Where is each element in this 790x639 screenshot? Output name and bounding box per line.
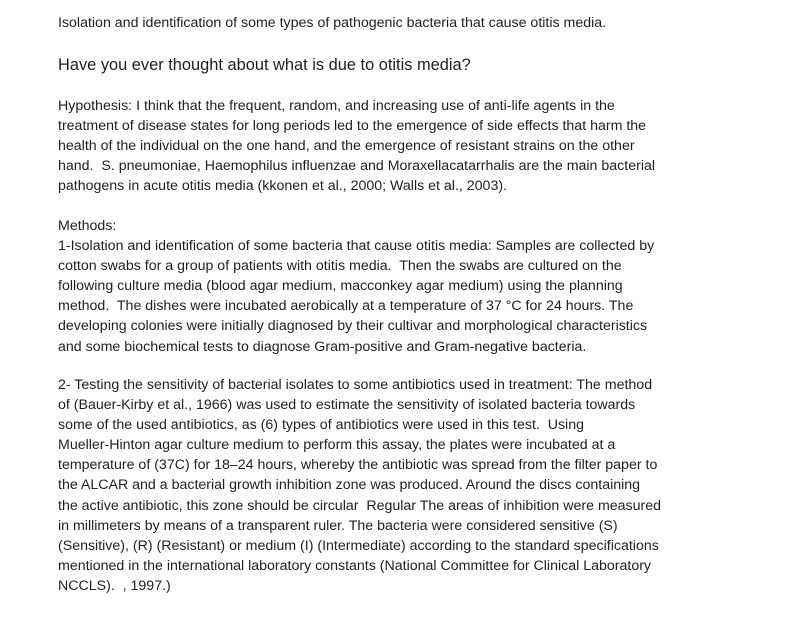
method2-line: temperature of (37C) for 18–24 hours, whereby the antibiotic was spread from the filter paper to: [58, 457, 658, 474]
hypothesis-line: hand. S. pneumoniae, Haemophilus influenzae and Moraxellacatarrhalis are the main bacterial: [58, 158, 656, 175]
method2-paragraph: [58, 375, 661, 596]
method2-line: mentioned in the international laboratory constants (National Committee for Clinical Laboratory: [58, 557, 652, 574]
method2-line: of (Bauer-Kirby et al., 1966) was used to estimate the sensitivity of isolated bacteria towards: [58, 397, 636, 414]
methods-line: 1-Isolation and identification of some bacteria that cause otitis media: Samples are collected by: [58, 238, 655, 255]
question-heading: Have you ever thought about what is due to otitis media?: [58, 56, 471, 74]
method2-line: (Sensitive), (R) (Resistant) or medium (I) (Intermediate) according to the standard specifications: [58, 537, 659, 554]
methods-line: following culture media (blood agar medium, macconkey agar medium) using the planning: [58, 278, 623, 295]
hypothesis-line: Hypothesis: I think that the frequent, random, and increasing use of anti-life agents in the: [58, 98, 615, 114]
document-title: Isolation and identification of some types of pathogenic bacteria that cause otitis media.: [58, 15, 607, 31]
hypothesis-line: health of the individual on the one hand, and the emergence of resistant strains on the other: [58, 138, 635, 155]
hypothesis-line: pathogens in acute otitis media (kkonen et al., 2000; Walls et al., 2003).: [58, 178, 508, 195]
methods-line: method. The dishes were incubated aerobically at a temperature of 37 °C for 24 hours. The: [58, 298, 634, 315]
method2-line: the active antibiotic, this zone should be circular Regular The areas of inhibition were measured: [58, 497, 662, 514]
hypothesis-paragraph: [58, 96, 655, 196]
methods-line: cotton swabs for a group of patients with otitis media. Then the swabs are cultured on the: [58, 258, 622, 275]
methods-line: and some biochemical tests to diagnose Gram-positive and Gram-negative bacteria.: [58, 338, 587, 355]
method2-line: the ALCAR and a bacterial growth inhibition zone was produced. Around the discs containing: [58, 477, 641, 494]
method2-line: 2- Testing the sensitivity of bacterial isolates to some antibiotics used in treatment: The method: [58, 377, 653, 393]
methods-line: developing colonies were initially diagnosed by their cultivar and morphological characteristics: [58, 318, 648, 335]
methods-heading: Methods:: [58, 218, 117, 234]
method2-line: Mueller-Hinton agar culture medium to perform this assay, the plates were incubated at a: [58, 437, 616, 454]
method2-line: NCCLS). , 1997.): [58, 577, 171, 594]
method2-line: in millimeters by means of a transparent ruler. The bacteria were considered sensitive (S): [58, 517, 618, 534]
method2-line: some of the used antibiotics, as (6) types of antibiotics were used in this test. Using: [58, 417, 584, 434]
hypothesis-line: treatment of disease states for long periods led to the emergence of side effects that harm the: [58, 118, 647, 135]
methods-paragraph: [58, 216, 654, 357]
